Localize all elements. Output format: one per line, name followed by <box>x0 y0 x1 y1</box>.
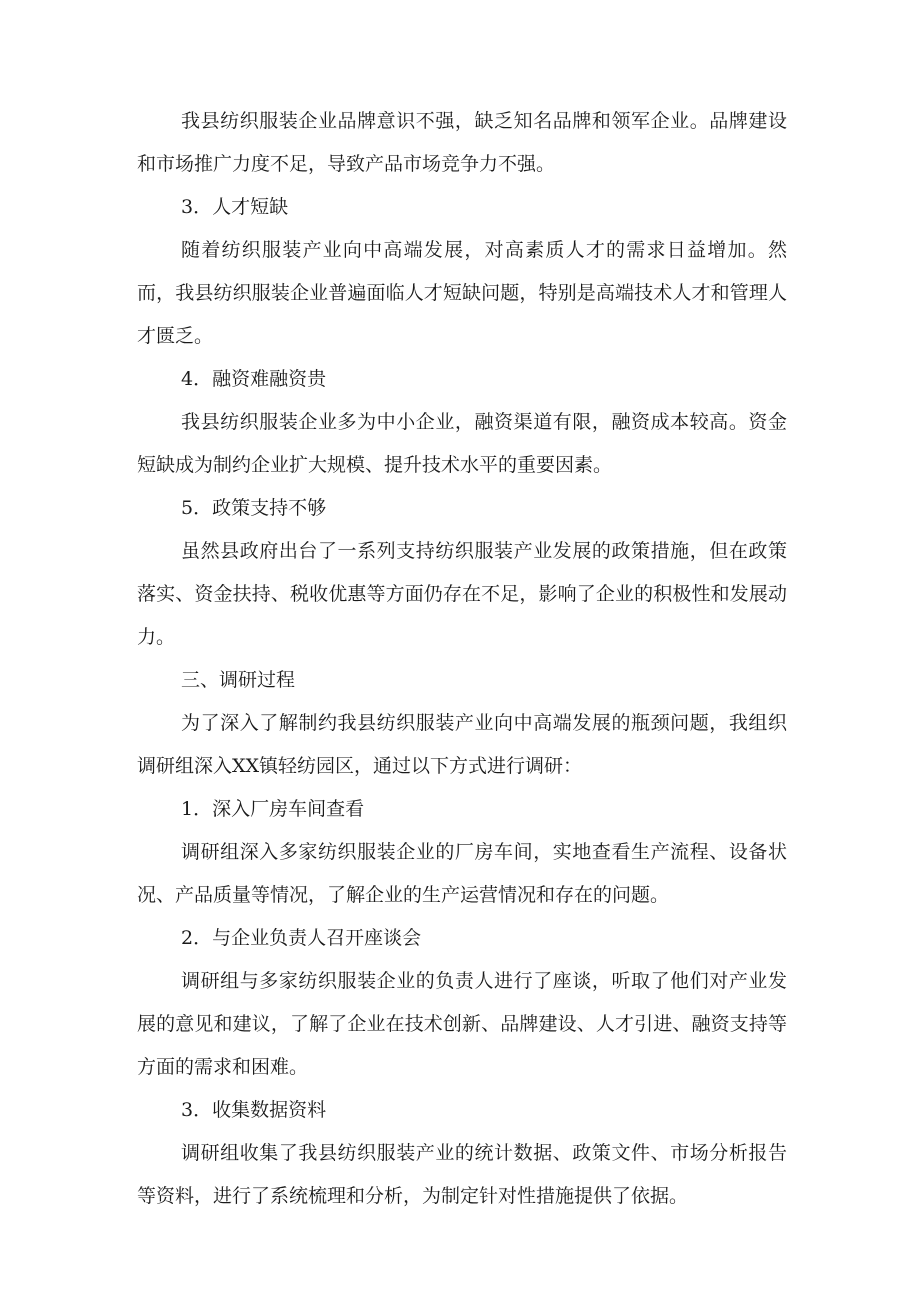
paragraph-workshop-visit: 调研组深入多家纺织服装企业的厂房车间，实地查看生产流程、设备状况、产品质量等情况，了解企业的生产运营情况和存在的问题。 <box>137 841 787 906</box>
heading-talent-shortage: 3．人才短缺 <box>181 196 289 218</box>
heading-data-collection: 3．收集数据资料 <box>181 1099 327 1121</box>
paragraph-data-collection: 调研组收集了我县纺织服装产业的统计数据、政策文件、市场分析报告等资料，进行了系统梳理和分析，为制定针对性措施提供了依据。 <box>137 1142 787 1207</box>
heading-financing-difficulty: 4．融资难融资贵 <box>181 368 327 390</box>
paragraph-talent-shortage: 随着纺织服装产业向中高端发展，对高素质人才的需求日益增加。然而，我县纺织服装企业普遍面临人才短缺问题，特别是高端技术人才和管理人才匮乏。 <box>137 239 787 347</box>
paragraph-brand-weakness: 我县纺织服装企业品牌意识不强，缺乏知名品牌和领军企业。品牌建设和市场推广力度不足，导致产品市场竞争力不强。 <box>137 110 787 175</box>
document-body <box>137 100 787 1218</box>
heading-policy-support: 5．政策支持不够 <box>181 497 327 519</box>
paragraph-symposium: 调研组与多家纺织服装企业的负责人进行了座谈，听取了他们对产业发展的意见和建议，了解了企业在技术创新、品牌建设、人才引进、融资支持等方面的需求和困难。 <box>137 970 787 1078</box>
paragraph-policy-support: 虽然县政府出台了一系列支持纺织服装产业发展的政策措施，但在政策落实、资金扶持、税收优惠等方面仍存在不足，影响了企业的积极性和发展动力。 <box>137 540 787 648</box>
heading-workshop-visit: 1．深入厂房车间查看 <box>181 798 365 820</box>
heading-research-process: 三、调研过程 <box>181 669 296 691</box>
paragraph-financing-difficulty: 我县纺织服装企业多为中小企业，融资渠道有限，融资成本较高。资金短缺成为制约企业扩大规模、提升技术水平的重要因素。 <box>137 411 787 476</box>
heading-symposium: 2．与企业负责人召开座谈会 <box>181 927 422 949</box>
paragraph-research-intro: 为了深入了解制约我县纺织服装产业向中高端发展的瓶颈问题，我组织调研组深入XX镇轻纺园区，通过以下方式进行调研： <box>137 712 787 777</box>
